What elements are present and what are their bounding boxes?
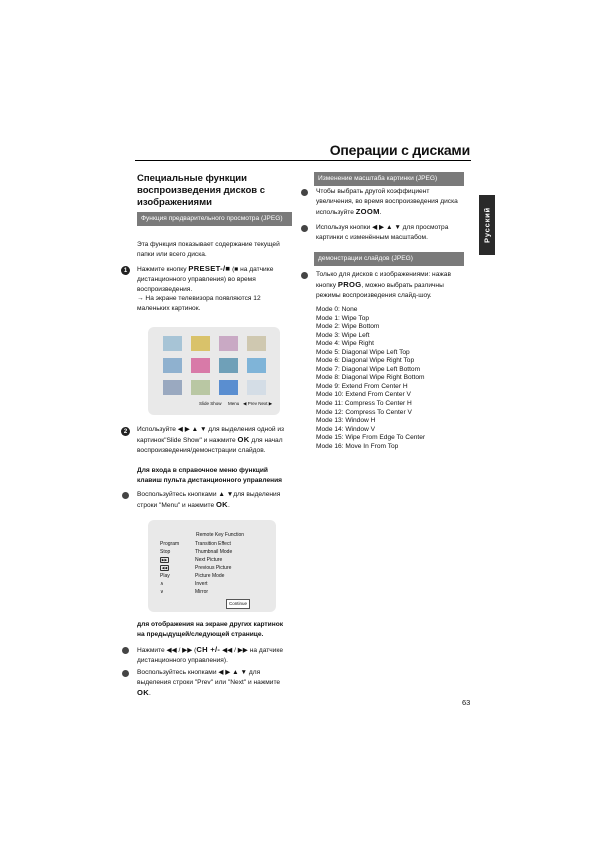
mode-item: Mode 11: Compress To Center H	[316, 400, 412, 408]
mode-item: Mode 8: Diagonal Wipe Right Bottom	[316, 374, 425, 382]
thumbnail-3[interactable]	[219, 336, 238, 351]
remote-key-panel	[148, 520, 276, 612]
remote-help-text: Воспользуйтесь кнопками ▲ ▼для выделения строки "Menu" и нажмите OK.	[137, 491, 281, 509]
menu-option[interactable]: Menu	[228, 401, 240, 406]
thumbnail-10[interactable]	[191, 380, 210, 395]
mode-item: Mode 10: Extend From Center V	[316, 391, 411, 399]
page-title: Операции с дисками	[329, 142, 470, 158]
slide-show-option[interactable]: Slide Show	[199, 401, 222, 406]
mode-item: Mode 15: Wipe From Edge To Center	[316, 434, 426, 442]
remote-row: ∧ Invert	[160, 581, 208, 587]
thumbnail-2[interactable]	[191, 336, 210, 351]
thumbnail-12[interactable]	[247, 380, 266, 395]
step-2-text: Используйте ◀ ▶ ▲ ▼ для выделения одной из картинок"Slide Show" и нажмите OK для начал воспроизведения/демонстрации слайдов.	[137, 426, 285, 454]
remote-row: Stop Thumbnail Mode	[160, 549, 233, 555]
continue-button[interactable]: Continue	[226, 599, 250, 609]
bullet-marker	[122, 492, 129, 499]
step-1-result: → На экране телевизора появляются 12 маленьких картинок.	[137, 295, 261, 312]
mode-item: Mode 7: Diagonal Wipe Left Bottom	[316, 365, 421, 373]
mode-item: Mode 5: Diagonal Wipe Left Top	[316, 348, 410, 356]
language-tab-label: Русский	[482, 207, 492, 243]
bullet-marker	[301, 189, 308, 196]
thumbnail-6[interactable]	[191, 358, 210, 373]
remote-row: Program Transition Effect	[160, 541, 231, 547]
zoom-text-1: Чтобы выбрать другой коэффициент увеличения, во время воспроизведения диска используйте ZOOM.	[316, 188, 458, 216]
thumbnail-8[interactable]	[247, 358, 266, 373]
thumbnail-4[interactable]	[247, 336, 266, 351]
language-tab	[479, 195, 495, 255]
remote-panel-title: Remote Key Function	[196, 532, 245, 538]
mode-item: Mode 6: Diagonal Wipe Right Top	[316, 357, 415, 365]
step-2-marker: 2	[121, 427, 130, 436]
mode-item: Mode 1: Wipe Top	[316, 314, 370, 322]
thumbnail-7[interactable]	[219, 358, 238, 373]
slideshow-heading: демонстрации слайдов (JPEG)	[314, 252, 464, 266]
navigation-text-2: Воспользуйтесь кнопками ◀ ▶ ▲ ▼ для выделения строки "Prev" или "Next" и нажмите OK.	[137, 669, 281, 697]
mode-item: Mode 0: None	[316, 306, 358, 313]
mode-item: Mode 13: Window H	[316, 417, 376, 425]
next-key-icon: ▶▶	[161, 557, 168, 562]
navigation-heading: для отображения на экране других картинок на предыдущей/следующей странице.	[137, 621, 284, 638]
section-title: Специальные функции воспроизведения дисков с изображениями	[137, 173, 266, 208]
step-1-marker: 1	[121, 266, 130, 275]
thumbnail-9[interactable]	[163, 380, 182, 395]
slideshow-mode-list	[316, 306, 476, 451]
bullet-marker	[301, 272, 308, 279]
header-divider	[135, 160, 471, 161]
remote-row: ▶▶ Next Picture	[161, 557, 223, 563]
slideshow-text: Только для дисков с изображениями: нажав кнопку PROG, можно выбрать различны режимы воспроизведения слайд-шоу.	[316, 271, 451, 299]
bullet-marker	[122, 670, 129, 677]
mode-item: Mode 2: Wipe Bottom	[316, 323, 380, 331]
mode-item: Mode 9: Extend From Center H	[316, 382, 408, 390]
zoom-heading: Изменение масштаба картинки (JPEG)	[314, 172, 464, 186]
bullet-marker	[122, 647, 129, 654]
mode-item: Mode 16: Move In From Top	[316, 442, 399, 450]
prev-next-option[interactable]: ◀ Prev Next ▶	[243, 401, 273, 406]
mode-item: Mode 3: Wipe Left	[316, 331, 370, 339]
preview-heading: Функция предварительного просмотра (JPEG)	[137, 212, 292, 226]
zoom-text-2: Используя кнопки ◀ ▶ ▲ ▼ для просмотра картинки с изменённым масштабом.	[316, 224, 449, 241]
preview-intro: Эта функция показывает содержание текущей папки или всего диска.	[137, 241, 280, 258]
thumbnail-11[interactable]	[219, 380, 238, 395]
remote-row: Play Picture Mode	[160, 573, 225, 579]
thumbnail-1[interactable]	[163, 336, 182, 351]
step-1-text: Нажмите кнопку PRESET-/■ (■ на датчике дистанционного управления) во время воспроизведения.	[137, 264, 274, 293]
remote-row: ∨ Mirror	[160, 589, 209, 595]
page-number: 63	[462, 698, 471, 707]
thumbnail-5[interactable]	[163, 358, 182, 373]
mode-item: Mode 14: Window V	[316, 425, 376, 433]
remote-row: ◀◀ Previous Picture	[161, 565, 232, 571]
previous-key-icon: ◀◀	[161, 565, 168, 570]
navigation-text-1: Нажмите ◀◀ / ▶▶ (CH +/- ◀◀ / ▶▶ на датчике дистанционного управления).	[137, 645, 283, 664]
bullet-marker	[301, 225, 308, 232]
mode-item: Mode 12: Compress To Center V	[316, 408, 412, 416]
thumbnail-screen	[148, 327, 280, 415]
mode-item: Mode 4: Wipe Right	[316, 340, 374, 348]
remote-help-heading: Для входа в справочное меню функций клавиш пульта дистанционного управления	[137, 467, 283, 484]
